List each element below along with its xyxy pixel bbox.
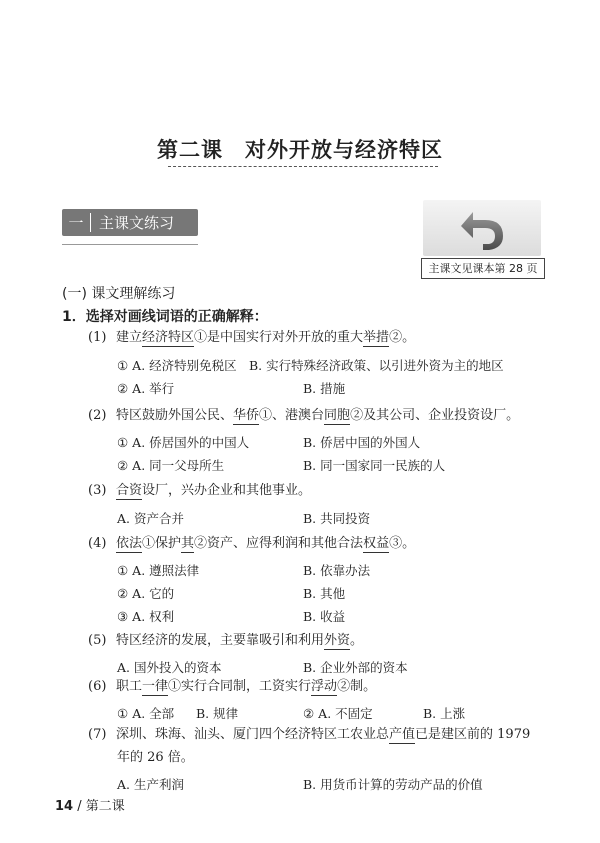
item-text: 建立 xyxy=(116,330,143,345)
underlined-term: 权益 xyxy=(363,536,390,551)
item-number: (2) xyxy=(88,408,107,423)
underlined-term: 一律 xyxy=(142,679,169,694)
item-number: (3) xyxy=(88,483,107,498)
option-7b[interactable]: B. 用货币计算的劳动产品的价值 xyxy=(303,777,483,792)
option-2b[interactable]: B. 侨居中国的外国人 xyxy=(303,435,421,450)
option-6c[interactable]: ② A. 不固定 xyxy=(303,706,373,721)
subsection-heading: (一) 课文理解练习 xyxy=(62,286,176,302)
item-7-continued: 年的 26 倍。 xyxy=(117,750,194,765)
question-number: 1． xyxy=(62,309,86,325)
option-5b[interactable]: B. 企业外部的资本 xyxy=(303,660,408,675)
lesson-title xyxy=(0,134,600,164)
item-text: ①是中国实行对外开放的重大 xyxy=(194,330,364,345)
item-text: ①实行合同制，工资实行 xyxy=(168,679,312,694)
option-1b[interactable]: B. 实行特殊经济政策、以引进外资为主的地区 xyxy=(249,358,504,373)
item-text: 职工 xyxy=(116,679,143,694)
option-1a[interactable]: ① A. 经济特别免税区 xyxy=(117,358,237,373)
underlined-term: 产值 xyxy=(389,727,416,742)
underlined-term: 其 xyxy=(181,536,195,551)
item-text: 深圳、珠海、汕头、厦门四个经济特区工农业总 xyxy=(116,727,390,742)
page-number: 14 xyxy=(55,799,74,814)
return-arrow-icon-graphic xyxy=(423,200,541,256)
option-1c[interactable]: ② A. 举行 xyxy=(117,381,175,396)
item-text: 。 xyxy=(350,633,364,648)
option-4d[interactable]: B. 其他 xyxy=(303,586,346,601)
item-6 xyxy=(88,680,376,693)
item-number: (6) xyxy=(88,679,107,694)
option-6d[interactable]: B. 上涨 xyxy=(423,706,466,721)
item-text: ②制。 xyxy=(337,679,377,694)
underlined-term: 合资 xyxy=(116,483,143,498)
underlined-term: 外资 xyxy=(324,633,351,648)
underlined-term: 浮动 xyxy=(311,679,338,694)
lesson-number: 第二课 xyxy=(157,138,223,162)
item-2 xyxy=(88,409,519,422)
item-text: ③。 xyxy=(389,536,416,551)
question-heading xyxy=(62,306,268,326)
item-text: ①、港澳台 xyxy=(259,408,325,423)
item-4 xyxy=(88,537,415,550)
option-5a[interactable]: A. 国外投入的资本 xyxy=(117,660,222,675)
option-3b[interactable]: B. 共同投资 xyxy=(303,511,371,526)
option-6b[interactable]: B. 规律 xyxy=(196,706,239,721)
section-number: 一 xyxy=(68,214,84,232)
item-text: ②及其公司、企业投资设厂。 xyxy=(350,408,520,423)
item-1 xyxy=(88,331,415,344)
option-6a[interactable]: ① A. 全部 xyxy=(117,706,175,721)
title-underline xyxy=(168,166,438,167)
option-7a[interactable]: A. 生产利润 xyxy=(117,777,184,792)
item-3 xyxy=(88,484,311,497)
item-number: (7) xyxy=(88,727,107,742)
item-text: 设厂，兴办企业和其他事业。 xyxy=(142,483,312,498)
question-text: 选择对画线词语的正确解释： xyxy=(85,309,268,325)
item-text: ①保护 xyxy=(142,536,182,551)
footer-label: / 第二课 xyxy=(77,799,125,814)
option-4a[interactable]: ① A. 遵照法律 xyxy=(117,563,200,578)
item-7 xyxy=(88,728,530,741)
page-footer xyxy=(55,795,125,814)
item-number: (5) xyxy=(88,633,107,648)
option-4b[interactable]: B. 依靠办法 xyxy=(303,563,371,578)
underlined-term: 依法 xyxy=(116,536,143,551)
option-2c[interactable]: ② A. 同一父母所生 xyxy=(117,458,225,473)
underlined-term: 华侨 xyxy=(233,408,260,423)
item-5 xyxy=(88,634,363,647)
option-4c[interactable]: ② A. 它的 xyxy=(117,586,175,601)
item-number: (4) xyxy=(88,536,107,551)
underlined-term: 经济特区 xyxy=(142,330,195,345)
option-2d[interactable]: B. 同一国家同一民族的人 xyxy=(303,458,446,473)
item-text: ②。 xyxy=(389,330,416,345)
item-text: 特区鼓励外国公民、 xyxy=(116,408,234,423)
option-1d[interactable]: B. 措施 xyxy=(303,381,346,396)
underlined-term: 同胞 xyxy=(324,408,351,423)
lesson-subtitle: 对外开放与经济特区 xyxy=(245,138,443,162)
section-tab xyxy=(62,209,198,236)
item-number: (1) xyxy=(88,330,107,345)
reference-label: 主课文见课本第 28 页 xyxy=(421,258,545,279)
option-4f[interactable]: B. 收益 xyxy=(303,609,346,624)
section-label: 主课文练习 xyxy=(99,214,175,232)
option-4e[interactable]: ③ A. 权利 xyxy=(117,609,175,624)
option-2a[interactable]: ① A. 侨居国外的中国人 xyxy=(117,435,250,450)
return-arrow-icon[interactable] xyxy=(423,200,541,256)
item-text: 已是建区前的 1979 xyxy=(415,727,531,742)
section-rule xyxy=(62,244,198,245)
item-text: 特区经济的发展，主要靠吸引和利用 xyxy=(116,633,325,648)
underlined-term: 举措 xyxy=(363,330,390,345)
item-text: ②资产、应得利润和其他合法 xyxy=(194,536,364,551)
option-3a[interactable]: A. 资产合并 xyxy=(117,511,184,526)
